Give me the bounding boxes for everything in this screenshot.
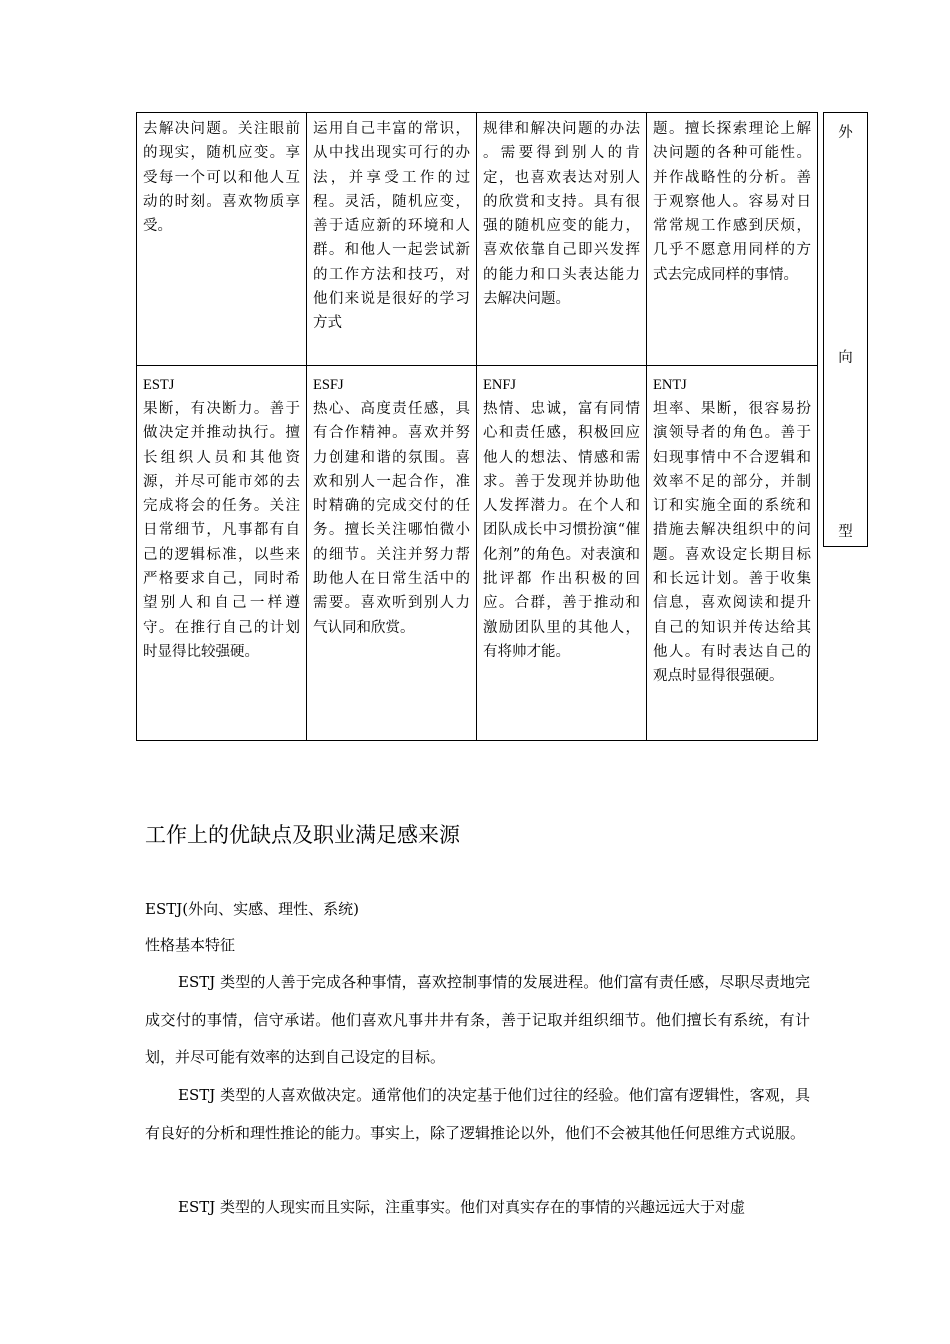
table-row <box>137 113 818 366</box>
side-label-char: 型 <box>838 524 853 540</box>
cell-description: 题。擅长探索理论上解决问题的各种可能性。并作战略性的分析。善于观察他人。容易对日常常规工作感到厌烦，几乎不愿意用同样的方式去完成同样的事情。 <box>653 121 811 283</box>
type-title: ESTJ(外向、实感、理性、系统) <box>145 900 359 918</box>
section-heading: 工作上的优缺点及职业满足感来源 <box>145 823 460 847</box>
table-cell-estp-continued <box>307 113 477 366</box>
sub-heading: 性格基本特征 <box>145 936 236 954</box>
type-code: ENTJ <box>653 377 687 393</box>
type-code: ESFJ <box>313 377 344 393</box>
cell-description: 规律和解决问题的办法 。需要得到别人的肯定，也喜欢表达对别人的欣赏和支持。具有很强的随机应变的能力，喜欢依靠自己即兴发挥的能力和口头表达能力去解决问题。 <box>483 121 640 308</box>
paragraph: ESTJ 类型的人善于完成各种事情，喜欢控制事情的发展进程。他们富有责任感，尽职尽责地完成交付的事情，信守承诺。他们喜欢凡事井井有条，善于记取并组织细节。他们擅长有系统，有计划，并尽可能有效率的达到自己设定的目标。 <box>145 973 810 1066</box>
table-cell-entp-continued <box>647 113 818 366</box>
paragraph: ESTJ 类型的人喜欢做决定。通常他们的决定基于他们过往的经验。他们富有逻辑性，客观，具有良好的分析和理性推论的能力。事实上，除了逻辑推论以外，他们不会被其他任何思维方式说服。 <box>145 1086 810 1142</box>
table-cell-entj <box>647 366 818 741</box>
cell-description: 去解决问题。关注眼前的现实，随机应变。享受每一个可以和他人互动的时刻。喜欢物质享受。 <box>143 121 300 235</box>
cell-description: 热情、忠诚，富有同情心和责任感，积极回应他人的想法、情感和需求。善于发现并协助他人发挥潜力。在个人和团队成长中习惯扮演“催化剂”的角色。对表演和批评都 作出积极的回应。合群，善于推动和激励团队里的其他人，有将帅才能。 <box>483 401 640 660</box>
side-label-char: 向 <box>838 350 853 366</box>
table-cell-enfj <box>477 366 647 741</box>
cell-description: 运用自己丰富的常识，从中找出现实可行的办法，并享受工作的过程。灵活，随机应变，善于适应新的环境和人群。和他人一起尝试新的工作方法和技巧，对他们来说是很好的学习方式 <box>313 121 470 332</box>
table-cell-esfp-continued <box>137 113 307 366</box>
cell-description: 果断，有决断力。善于做决定并推动执行。擅长组织人员和其他资源，并尽可能市郊的去完成将会的任务。关注日常细节，凡事都有自己的逻辑标准，以些来严格要求自己，同时希望别人和自己一样遵守。在推行自己的计划时显得比较强硬。 <box>143 401 300 660</box>
extravert-side-label <box>823 112 868 547</box>
table-cell-enfp-continued <box>477 113 647 366</box>
type-code: ENFJ <box>483 377 517 393</box>
table-row <box>137 366 818 741</box>
paragraph: ESTJ 类型的人现实而且实际，注重事实。他们对真实存在的事情的兴趣远远大于对虚 <box>178 1198 746 1216</box>
personality-type-table <box>136 112 818 741</box>
side-label-char: 外 <box>838 125 853 141</box>
cell-description: 热心、高度责任感，具有合作精神。喜欢并努力创建和谐的氛围。喜欢和别人一起合作，准时精确的完成交付的任务。擅长关注哪怕微小的细节。关注并努力帮助他人在日常生活中的需要。喜欢听到别人力气认同和欣赏。 <box>313 401 470 636</box>
table-cell-estj <box>137 366 307 741</box>
type-code: ESTJ <box>143 377 175 393</box>
cell-description: 坦率、果断，很容易扮演领导者的角色。善于妇现事情中不合逻辑和效率不足的部分，并制订和实施全面的系统和措施去解决组织中的问题。喜欢设定长期目标和长远计划。善于收集信息，喜欢阅读和提升自己的知识并传达给其他人。有时表达自己的观点时显得很强硬。 <box>653 401 811 685</box>
table-cell-esfj <box>307 366 477 741</box>
